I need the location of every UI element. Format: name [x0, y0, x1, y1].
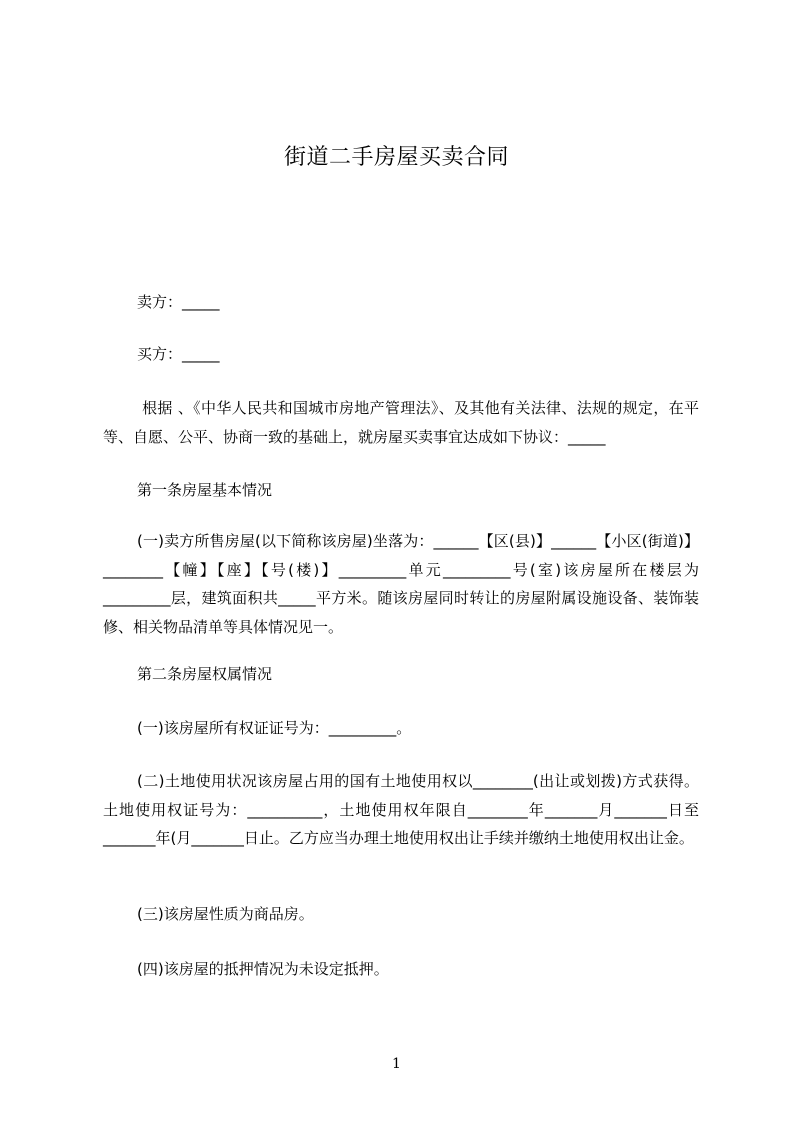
article-2-clause-4: (四)该房屋的抵押情况为未设定抵押。 — [137, 960, 389, 978]
article-2-heading: 第二条房屋权属情况 — [137, 665, 273, 683]
preamble-paragraph — [103, 394, 699, 451]
page-number: 1 — [392, 1056, 401, 1072]
buyer-line: 买方：_____ — [137, 345, 220, 363]
article-1-clause-1 — [103, 527, 699, 641]
seller-line: 卖方：_____ — [137, 293, 220, 311]
article-2-clause-2-text: (二)土地使用状况该房屋占用的国有土地使用权以________(出让或划拨)方式获得。土地使用权证号为：__________，土地使用权年限自________年_______月_______日至_______年(月_______日止。乙方应当办理土地使用权出让手续并缴纳土地使用权出让金。 — [103, 772, 699, 847]
document-title: 街道二手房屋买卖合同 — [283, 145, 509, 170]
preamble-text: 根据 、《中华人民共和国城市房地产管理法》、及其他有关法律、法规的规定，在平等、自愿、公平、协商一致的基础上，就房屋买卖事宜达成如下协议：_____ — [103, 399, 699, 446]
article-2-clause-3: (三)该房屋性质为商品房。 — [137, 905, 314, 923]
article-1-heading: 第一条房屋基本情况 — [137, 481, 273, 499]
article-1-clause-1-text: (一)卖方所售房屋(以下简称该房屋)坐落为：______【区(县)】______【小区(街道)】________【幢】【座】【号(楼)】_________单元_________号(室)该房屋所在楼层为_________层，建筑面积共_____平方米。随该房屋同时转让的房屋附属设施设备、装饰装修、相关物品清单等具体情况见一。 — [103, 532, 699, 636]
article-2-clause-2 — [103, 767, 699, 853]
article-2-clause-1: (一)该房屋所有权证证号为：_________。 — [137, 719, 412, 737]
